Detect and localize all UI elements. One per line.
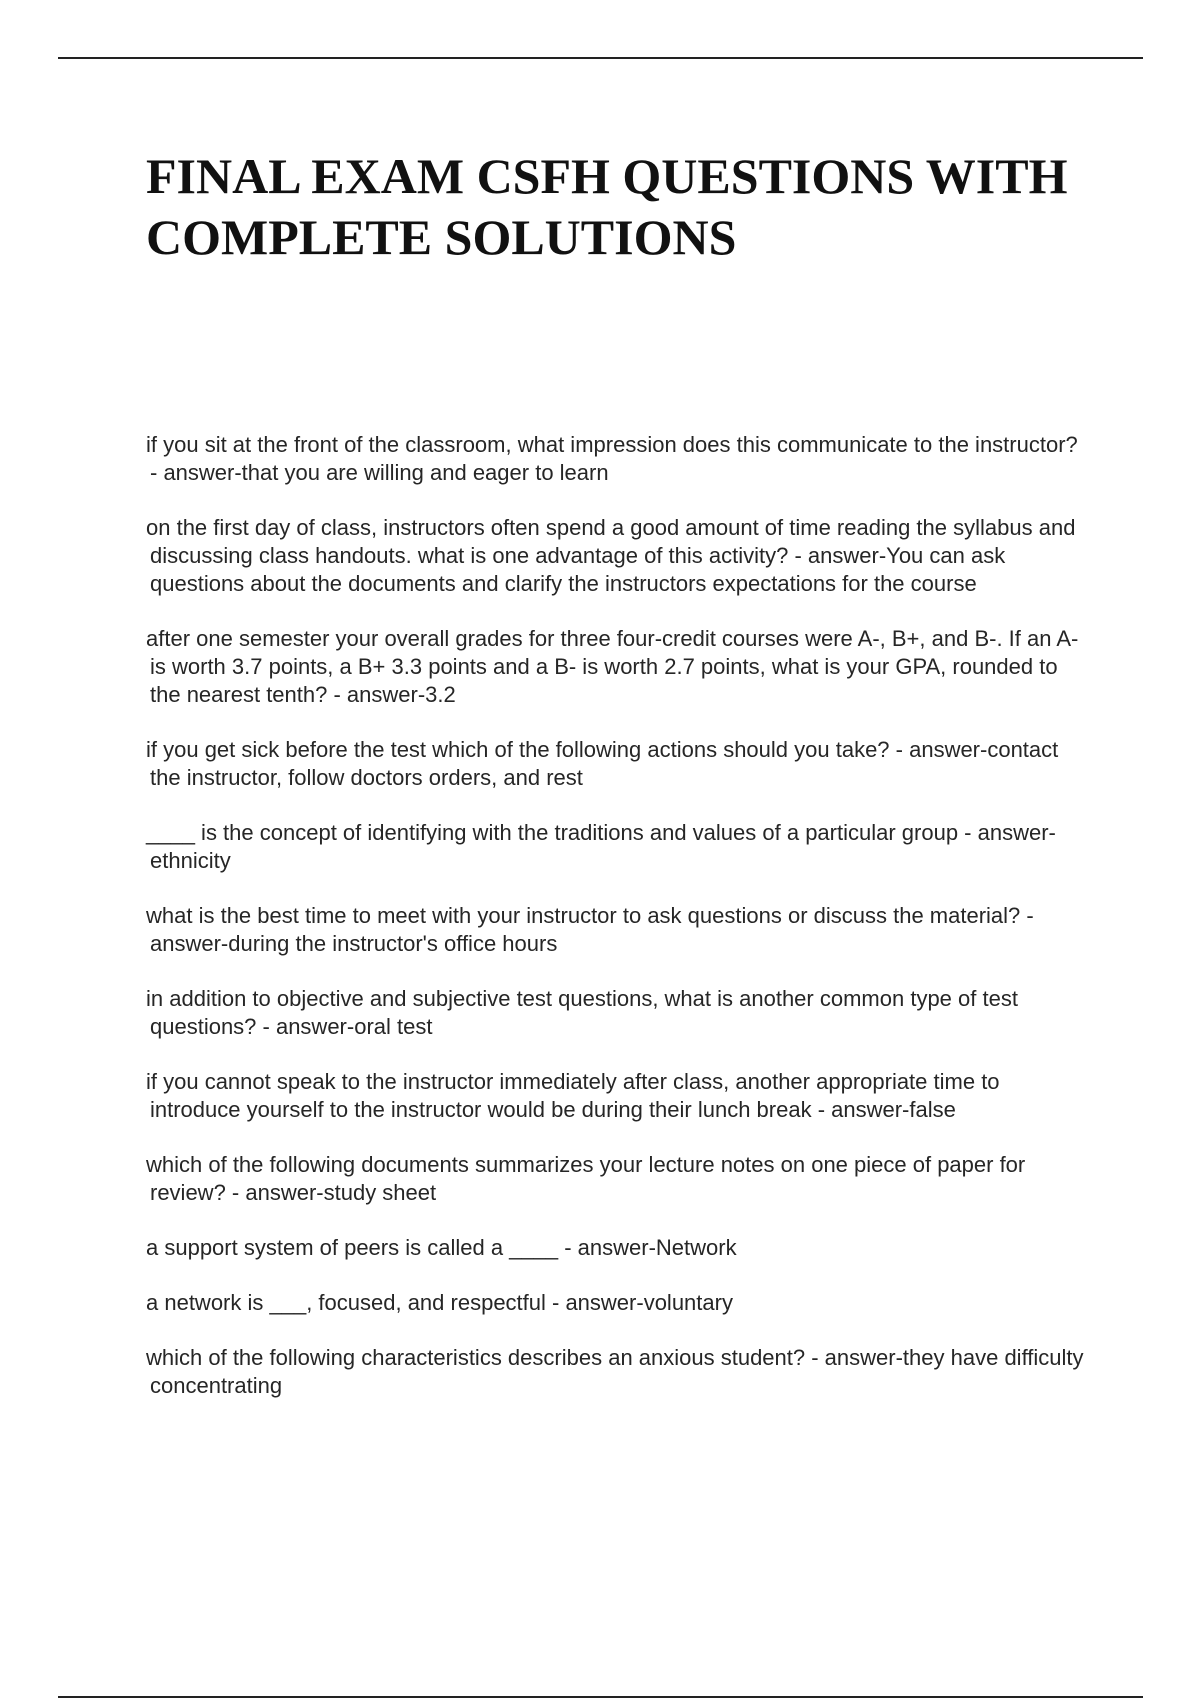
- qa-item-4: if you get sick before the test which of the following actions should you take? - answer-contact the instructor, follow doctors orders, and rest: [146, 737, 1059, 790]
- document-title: FINAL EXAM CSFH QUESTIONS WITH COMPLETE SOLUTIONS: [146, 148, 1068, 265]
- top-divider: [58, 57, 1143, 59]
- qa-item-12: which of the following characteristics describes an anxious student? - answer-they have difficulty concentrating: [146, 1345, 1084, 1398]
- qa-item-11: a network is ___, focused, and respectful - answer-voluntary: [146, 1290, 733, 1315]
- bottom-divider: [58, 1696, 1143, 1698]
- question-answer-list: [146, 431, 1086, 1427]
- qa-item-6: what is the best time to meet with your instructor to ask questions or discuss the material? - answer-during the instructor's office hours: [146, 903, 1034, 956]
- qa-item-10: a support system of peers is called a ____ - answer-Network: [146, 1235, 737, 1260]
- qa-item-5: ____ is the concept of identifying with the traditions and values of a particular group - answer-ethnicity: [146, 820, 1056, 873]
- qa-item-9: which of the following documents summarizes your lecture notes on one piece of paper for review? - answer-study sheet: [146, 1152, 1026, 1205]
- qa-item-2: on the first day of class, instructors often spend a good amount of time reading the syllabus and discussing class handouts. what is one advantage of this activity? - answer-You can ask questions about the documents and clarify the instructors expectations for the course: [146, 515, 1076, 596]
- qa-item-3: after one semester your overall grades for three four-credit courses were A-, B+, and B-. If an A- is worth 3.7 points, a B+ 3.3 points and a B- is worth 2.7 points, what is your GPA, rounded to the nearest tenth? - answer-3.2: [146, 626, 1079, 707]
- qa-item-1: if you sit at the front of the classroom, what impression does this communicate to the instructor? - answer-that you are willing and eager to learn: [146, 432, 1078, 485]
- qa-item-7: in addition to objective and subjective test questions, what is another common type of test questions? - answer-oral test: [146, 986, 1018, 1039]
- qa-item-8: if you cannot speak to the instructor immediately after class, another appropriate time to introduce yourself to the instructor would be during their lunch break - answer-false: [146, 1069, 1000, 1122]
